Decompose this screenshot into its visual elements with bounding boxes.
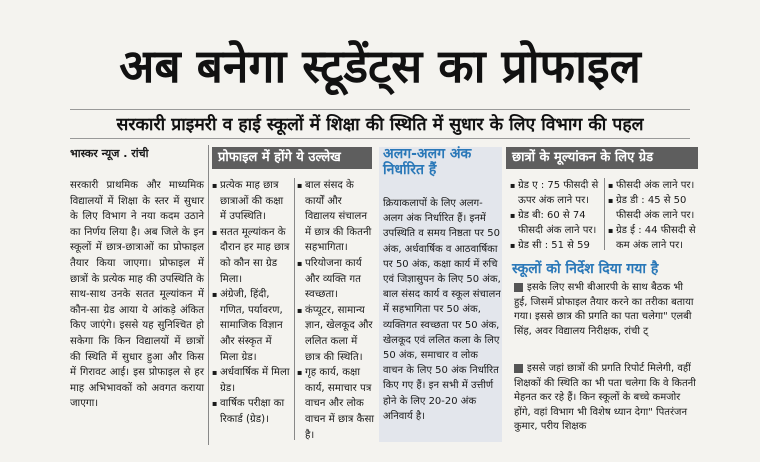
list-item: ▪ ग्रेड ई : 44 फीसदी से कम अंक लाने पर। xyxy=(608,223,698,253)
list-item: ▪ ग्रेड ए : 75 फीसदी से ऊपर अंक लाने पर। xyxy=(510,178,602,208)
list-item: ▪ प्रत्येक माह छात्र छात्राओं की कक्षा में उपस्थिति। xyxy=(212,178,292,225)
profile-section-title: प्रोफाइल में होंगे ये उल्लेख xyxy=(212,147,372,169)
list-item: ▪ ग्रेड डी : 45 से 50 फीसदी अंक लाने पर। xyxy=(608,193,698,223)
article-text: सरकारी प्राथमिक और माध्यमिक विद्यालयों में शिक्षा के स्तर में सुधार के लिए विभाग ने नया कदम उठाने का निर्णय लिया है। अब जिले के इन स्कूलों में छात्र-छात्राओं का प्रोफाइल तैयार किया जाएगा। प्रोफाइल में छात्रों के प्रत्येक माह की उपस्थिति के साथ-साथ उनके सतत मूल्यांकन में कौन-सा ग्रेड आया ये आंकड़े अंकित किए जाएंगे। इससे यह सुनिश्चित हो सकेगा कि किन विद्यालयों में छात्रों की स्थिति में सुधार हुआ और किस में गिरावट आई। इस प्रोफाइल से हर माह अभिभावकों को अवगत कराया जाएगा। xyxy=(70,180,204,410)
list-item: ▪ फीसदी अंक लाने पर। xyxy=(608,178,698,193)
profile-list-b xyxy=(297,178,375,443)
divider-top xyxy=(70,109,690,110)
list-item: ▪ अंग्रेजी, हिंदी, गणित, पर्यावरण, सामाजिक विज्ञान और संस्कृत में मिला ग्रेड। xyxy=(212,287,292,365)
directive-section-title: स्कूलों को निर्देश दिया गया है xyxy=(512,261,659,277)
list-divider xyxy=(294,178,295,440)
quote-2 xyxy=(514,362,697,435)
quote-marker-icon xyxy=(514,364,523,373)
profile-list-a xyxy=(212,178,292,428)
column-divider xyxy=(208,145,209,445)
list-item: ▪ ग्रेड बी: 60 से 74 फीसदी अंक लाने पर। xyxy=(510,208,602,238)
list-item: ▪ सतत मूल्यांकन के दौरान हर माह छात्र को कौन सा ग्रेड मिला। xyxy=(212,225,292,287)
list-item: ▪ ग्रेड सी : 51 से 59 xyxy=(510,238,602,253)
byline: भास्कर न्यूज . रांची xyxy=(70,147,149,160)
quote-text: इसके लिए सभी बीआरपी के साथ बैठक भी हुई, जिसमें प्रोफाइल तैयार करने का तरीका बताया गया। इससे छात्र की प्रगति का पता चलेगा" एलबी सिंह, अवर विद्यालय निरीक्षक, रांची ट् xyxy=(514,282,694,337)
quote-text: इससे जहां छात्रों की प्रगति रिपोर्ट मिलेगी, वहीं शिक्षकों की स्थिति का भी पता चलेगा कि वे कितनी मेहनत कर रहे हैं। किन स्कूलों के बच्चे कमजोर होंगे, वहां विभाग भी विशेष ध्यान देगा" पितरंजन कुमार, परीय शिक्षक xyxy=(514,363,696,432)
list-item: ▪ गृह कार्य, कक्षा कार्य, समाचार पत्र वाचन और लोक वाचन में छात्र कैसा है। xyxy=(297,365,375,443)
divider-bottom xyxy=(70,138,690,139)
list-item: ▪ अर्धवार्षिक में मिला ग्रेड। xyxy=(212,365,292,396)
grade-list-a xyxy=(510,178,602,253)
headline: अब बनेगा स्टूडेंट्स का प्रोफाइल xyxy=(119,39,641,93)
subheadline: सरकारी प्राइमरी व हाई स्कूलों में शिक्षा की स्थिति में सुधार के लिए विभाग की पहल xyxy=(116,115,644,135)
marks-box-title: अलग-अलग अंक निर्धारित हैं xyxy=(383,146,472,178)
list-item: ▪ बाल संसद के कार्यों और विद्यालय संचालन में छात्र की कितनी सहभागिता। xyxy=(297,178,375,256)
grade-divider xyxy=(604,178,605,250)
grade-section-title: छात्रों के मूल्यांकन के लिए ग्रेड xyxy=(506,147,698,169)
quote-marker-icon xyxy=(514,283,523,292)
article-body xyxy=(70,178,204,412)
grade-list-b xyxy=(608,178,698,253)
list-item: ▪ कंप्यूटर, सामान्य ज्ञान, खेलकूद और ललित कला में छात्र की स्थिति। xyxy=(297,303,375,365)
list-item: ▪ वार्षिक परीक्षा का रिकार्ड (ग्रेड)। xyxy=(212,396,292,427)
marks-box-body: क्रियाकलापों के लिए अलग-अलग अंक निर्धारित हैं। इनमें उपस्थिति व समय निष्ठता पर 50 अंक, अर्धवार्षिक व आठवार्षिका पर 50 अंक, कक्षा कार्य में रुचि एवं जिज्ञासुपन के लिए 50 अंक, बाल संसद कार्य व स्कूल संचालन में सहभागिता पर 50 अंक, व्यक्तिगत स्वच्छता पर 50 अंक, खेलकूद एवं ललित कला के लिए 50 अंक, समाचार व लोक वाचन के लिए 50 अंक निर्धारित किए गए हैं। इन सभी में उत्तीर्ण होने के लिए 20-20 अंक अनिवार्य है। xyxy=(383,198,501,422)
list-item: ▪ परियोजना कार्य और व्यक्ति गत स्वच्छता। xyxy=(297,256,375,303)
quote-1 xyxy=(514,281,697,339)
